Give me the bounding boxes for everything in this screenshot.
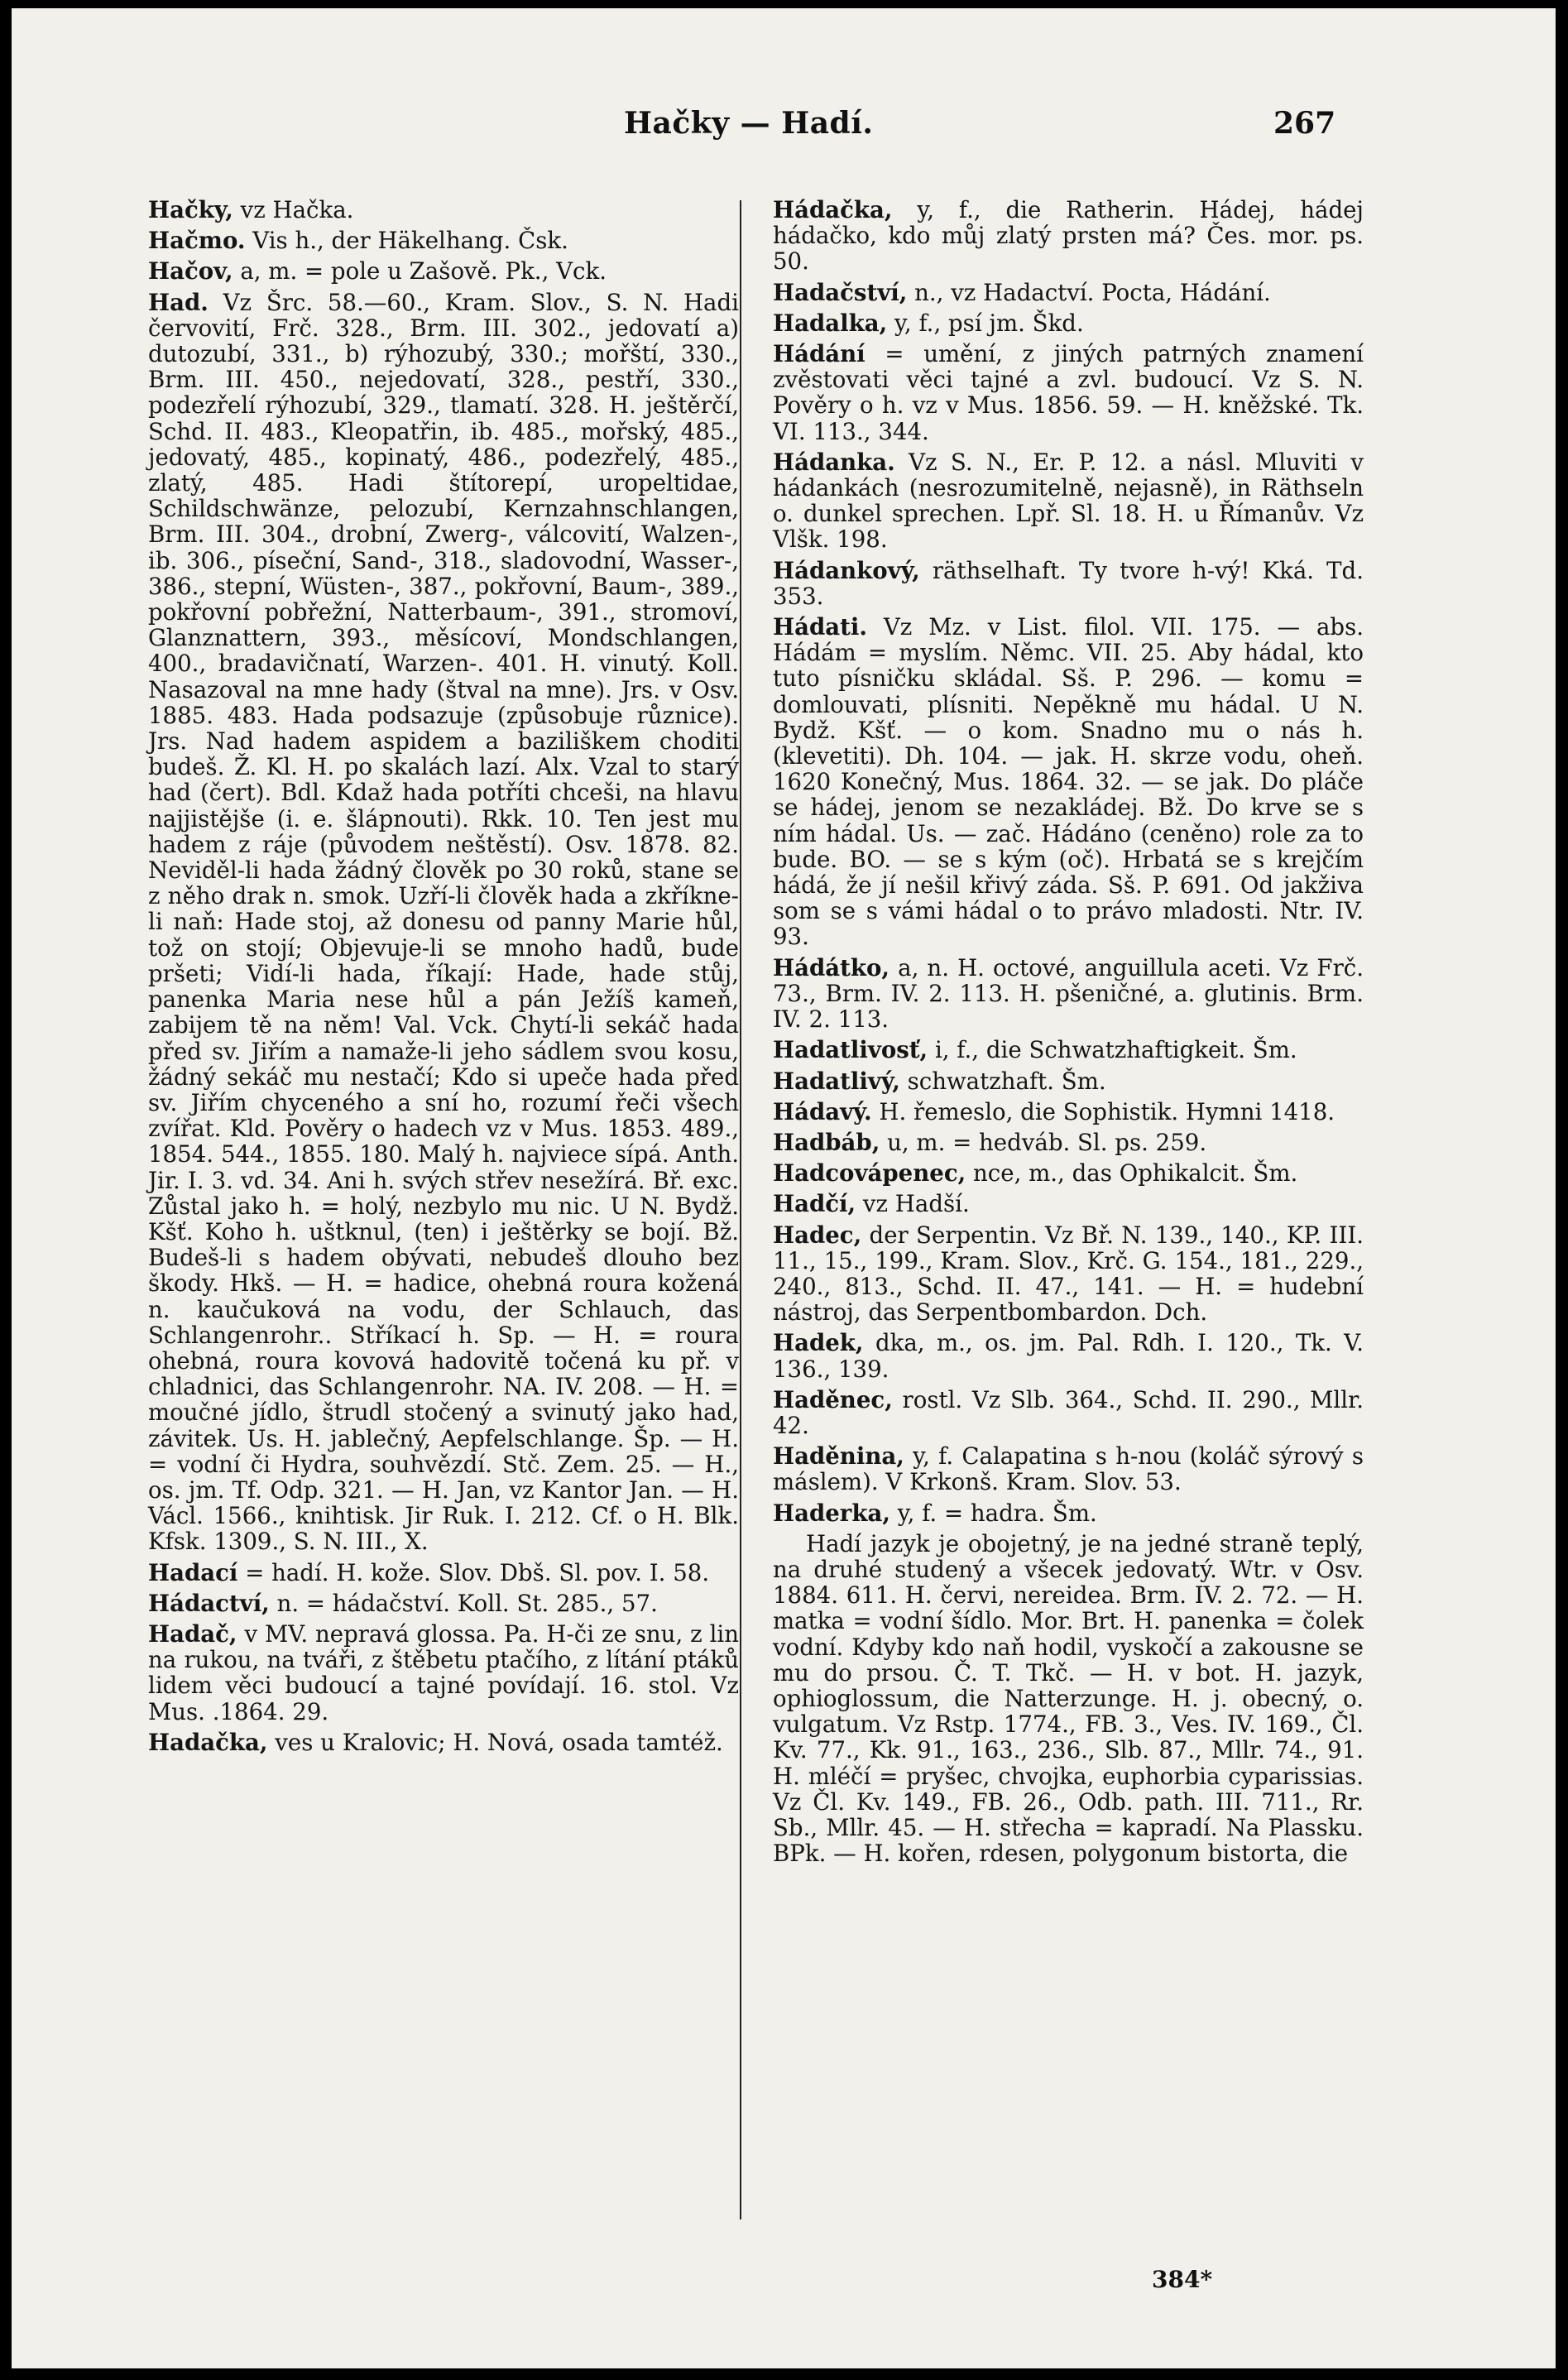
page-header xyxy=(12,106,1556,156)
dictionary-entry xyxy=(148,1621,739,1725)
entry-headword: Hadatlivosť, xyxy=(773,1036,928,1064)
dictionary-entry xyxy=(773,558,1364,609)
dictionary-entry xyxy=(773,310,1364,336)
entry-text: u, m. = hedváb. Sl. ps. 259. xyxy=(880,1128,1207,1156)
entry-text: a, m. = pole u Zašově. Pk., Vck. xyxy=(233,257,607,286)
entry-text: Hadí jazyk je obojetný, je na jedné straně teplý, na druhé studený a všecek jedovatý. Wtr. v Osv. 1884. 611. H. červi, nereidea. Brm. IV. 2. 72. — H. matka = vodní šídlo. Mor. Brt. H. panenka = čolek vodní. Kdyby kdo naň hodil, vyskočí a zakousne se mu do prsou. Č. T. Tkč. — H. v bot. H. jazyk, ophioglossum, die Natterzunge. H. j. obecný, o. vulgatum. Vz Rstp. 1774., FB. 3., Ves. IV. 169., Čl. Kv. 77., Kk. 91., 163., 236., Slb. 87., Mllr. 74., 91. H. mléčí = pryšec, chvojka, euphorbia cyparissias. Vz Čl. Kv. 149., FB. 26., Odb. path. III. 711., Rr. Sb., Mllr. 45. — H. střecha = kapradí. Na Plassku. BPk. — H. kořen, rdesen, polygonum bistorta, die xyxy=(773,1529,1364,1868)
entry-headword: Hadcovápenec, xyxy=(773,1159,966,1188)
dictionary-entry xyxy=(148,197,739,223)
dictionary-entry xyxy=(773,341,1364,444)
entry-text: y, f., die Ratherin. Hádej, hádej hádačko, kdo můj zlatý prsten má? Čes. mor. ps. 50. xyxy=(773,196,1364,276)
entry-headword: Haděnec, xyxy=(773,1385,893,1413)
entry-headword: Hádačka, xyxy=(773,196,893,223)
entry-text: Vis h., der Häkelhang. Čsk. xyxy=(245,227,568,255)
entry-headword: Hádavý. xyxy=(773,1097,872,1125)
entry-text: Vz S. N., Er. P. 12. a násl. Mluviti v hádankách (nesrozumitelně, nejasně), in Räthseln o. dunkel sprechen. Lpř. Sl. 18. H. u Římanův. Vz Vlšk. 198. xyxy=(773,448,1364,554)
entry-headword: Haderka, xyxy=(773,1499,890,1527)
entry-text: = hadí. H. kože. Slov. Dbš. Sl. pov. I. 58. xyxy=(237,1558,710,1586)
entry-text: der Serpentin. Vz Bř. N. 139., 140., KP. III. 11., 15., 199., Kram. Slov., Krč. G. 154., 181., 229., 240., 813., Schd. II. 47., 141. — H. = hudební nástroj, das Serpentbombardon. Dch. xyxy=(773,1221,1364,1327)
entry-headword: Hadbáb, xyxy=(773,1128,880,1156)
entry-headword: Hadec, xyxy=(773,1221,862,1249)
dictionary-page xyxy=(12,8,1556,2368)
dictionary-entry xyxy=(773,449,1364,553)
entry-headword: Hačky, xyxy=(148,196,233,223)
entry-headword: Hádankový, xyxy=(773,556,920,584)
dictionary-entry xyxy=(773,1531,1364,1867)
entry-text: ves u Kralovic; H. Nová, osada tamtéž. xyxy=(267,1728,723,1756)
entry-text: i, f., die Schwatzhaftigkeit. Šm. xyxy=(928,1036,1297,1064)
entry-headword: Hádati. xyxy=(773,613,867,641)
entry-headword: Hačov, xyxy=(148,257,233,286)
entry-headword: Hadatlivý, xyxy=(773,1067,900,1095)
entry-text: H. řemeslo, die Sophistik. Hymni 1418. xyxy=(871,1097,1335,1125)
entry-text: Vz Šrc. 58.—60., Kram. Slov., S. N. Hadi červovití, Frč. 328., Brm. III. 302., jedovatí a) dutozubí, 331., b) rýhozubý, 330.; mořští, 330., Brm. III. 450., nejedovatí, 328., pestří, 330., podezřelí rýhozubí, 329., tlamatí. 328. H. ještěrčí, Schd. II. 483., Kleopatřin, ib. 485., mořský, 485., jedovatý, 485., kopinatý, 486., podezřelý, 485., zlatý, 485. Hadi štítorepí, uropeltidae, Schildschwänze, pelozubí, Kernzahnschlangen, Brm. III. 304., drobní, Zwerg-, válcovití, Walzen-, ib. 306., píseční, Sand-, 318., sladovodní, Wasser-, 386., stepní, Wüsten-, 387., pokřovní, Baum-, 389., pokřovní pobřežní, Natterbaum-, 391., stromoví, Glanznattern, 393., měsícoví, Mondschlangen, 400., bradavičnatí, Warzen-. 401. H. vinutý. Koll. Nasazoval na mne hady (štval na mne). Jrs. v Osv. 1885. 483. Hada podsazuje (způsobuje různice). Jrs. Nad hadem aspidem a baziliškem choditi budeš. Ž. Kl. H. po skalách lazí. Alx. Vzal to starý had (čert). Bdl. Kdaž hada potříti chceši, na hlavu najjistějše (i. e. šlápnouti). Rkk. 10. Ten jest mu hadem z ráje (původem neštěstí). Osv. 1878. 82. Neviděl-li hada žádný člověk po 30 roků, stane se z něho drak n. smok. Uzří-li člověk hada a zkříkne-li naň: Hade stoj, až donesu od panny Marie hůl, tož on stojí; Objevuje-li se mnoho hadů, bude pršeti; Vidí-li hada, říkají: Hade, hade stůj, panenka Maria nese hůl a pán Ježíš kameň, zabijem tě na něm! Val. Vck. Chytí-li sekáč hada před sv. Jiřím a namaže-li jeho sádlem svou kosu, žádný sekáč mu nestačí; Kdo si upeče hada před sv. Jiřím chyceného a sní ho, rozumí řeči všech zvířat. Kld. Pověry o hadech vz v Mus. 1853. 489., 1854. 544., 1855. 180. Malý h. najviece sípá. Anth. Jir. I. 3. vd. 34. Ani h. svých střev nesežírá. Bř. exc. Zůstal jako h. = holý, nezbylo mu nic. U N. Bydž. Kšť. Koho h. uštknul, (ten) i ještěrky se bojí. Bž. Budeš-li s hadem obývati, nebudeš dlouho bez škody. Hkš. — H. = hadice, ohebná roura kožená n. kaučuková na vodu, der Schlauch, das Schlangenrohr.. Stříkací h. Sp. — H. = roura ohebná, roura kovová hadovitě točená ku př. v chladnici, das Schlangenrohr. NA. IV. 208. — H. = moučné jídlo, štrudl stočený a svinutý jako had, závitek. Us. H. jablečný, Aepfelschlange. Šp. — H. = vodní či Hydra, souhvězdí. Stč. Zem. 25. — H., os. jm. Tf. Odp. 321. — H. Jan, vz Kantor Jan. — H. Václ. 1566., knihtisk. Jir Ruk. I. 212. Cf. o H. Blk. Kfsk. 1309., S. N. III., X. xyxy=(148,288,739,1556)
dictionary-entry xyxy=(773,614,1364,950)
entry-headword: Hadčí, xyxy=(773,1190,856,1218)
entry-text: räthselhaft. Ty tvore h-vý! Kká. Td. 353. xyxy=(773,556,1364,610)
dictionary-entry xyxy=(773,1222,1364,1326)
dictionary-entry xyxy=(773,1443,1364,1495)
dictionary-entry xyxy=(148,1591,739,1616)
dictionary-entry xyxy=(148,1730,739,1755)
entry-text: dka, m., os. jm. Pal. Rdh. I. 120., Tk. V. 136., 139. xyxy=(773,1329,1364,1383)
entry-headword: Hadačství, xyxy=(773,278,908,306)
entry-text: y, f. Calapatina s h-nou (koláč sýrový s máslem). V Krkonš. Kram. Slov. 53. xyxy=(773,1442,1364,1496)
entry-headword: Hačmo. xyxy=(148,227,246,255)
entry-headword: Hadalka, xyxy=(773,309,888,337)
dictionary-entry xyxy=(148,228,739,253)
entry-headword: Hádátko, xyxy=(773,953,890,981)
entry-text: nce, m., das Ophikalcit. Šm. xyxy=(966,1159,1298,1188)
dictionary-entry xyxy=(773,1160,1364,1186)
entry-text: schwatzhaft. Šm. xyxy=(899,1067,1106,1095)
entry-text: y, f., psí jm. Škd. xyxy=(887,309,1084,337)
dictionary-entry xyxy=(773,1387,1364,1438)
dictionary-entry xyxy=(148,1560,739,1586)
entry-headword: Hádání xyxy=(773,340,866,368)
dictionary-entry xyxy=(773,1500,1364,1526)
dictionary-entry xyxy=(773,1191,1364,1216)
entry-headword: Hadací xyxy=(148,1558,238,1586)
entry-text: n. = hádačství. Koll. St. 285., 57. xyxy=(269,1589,658,1617)
dictionary-entry xyxy=(773,1037,1364,1063)
entry-text: rostl. Vz Slb. 364., Schd. II. 290., Mllr. 42. xyxy=(773,1385,1364,1439)
entry-headword: Had. xyxy=(148,288,209,316)
entry-headword: Hádanka. xyxy=(773,448,895,476)
right-column xyxy=(773,197,1364,1871)
dictionary-entry xyxy=(773,1130,1364,1155)
entry-text: v MV. nepravá glossa. Pa. H-či ze snu, z lin na rukou, na tváři, z štěbetu ptačího, z lítání ptáků lidem věci budoucí a tajné povídají. 16. stol. Vz Mus. .1864. 29. xyxy=(148,1619,739,1725)
dictionary-entry xyxy=(148,290,739,1555)
entry-text: vz Hačka. xyxy=(233,196,354,223)
entry-headword: Hadek, xyxy=(773,1329,864,1357)
running-head: Hačky — Hadí. xyxy=(624,106,874,141)
entry-headword: Haděnina, xyxy=(773,1442,904,1471)
dictionary-entry xyxy=(773,280,1364,305)
dictionary-entry xyxy=(773,197,1364,275)
page-number: 267 xyxy=(1273,106,1336,141)
dictionary-entry xyxy=(773,955,1364,1033)
entry-headword: Hadačka, xyxy=(148,1728,268,1756)
entry-text: y, f. = hadra. Šm. xyxy=(889,1499,1097,1527)
dictionary-entry xyxy=(773,1330,1364,1381)
left-column xyxy=(148,197,739,1760)
entry-headword: Hadač, xyxy=(148,1619,237,1648)
entry-text: a, n. H. octové, anguillula aceti. Vz Frč. 73., Brm. IV. 2. 113. H. pšeničné, a. glutinis. Brm. IV. 2. 113. xyxy=(773,953,1364,1034)
signature-mark: 384* xyxy=(1152,2266,1213,2293)
entry-headword: Hádactví, xyxy=(148,1589,270,1617)
entry-text: n., vz Hadactví. Pocta, Hádání. xyxy=(907,278,1271,306)
entry-text: Vz Mz. v List. filol. VII. 175. — abs. Hádám = myslím. Němc. VII. 25. Aby hádal, kto tuto písničku skládal. Sš. P. 296. — komu = domlouvati, plísniti. Nepěkně mu hádal. U N. Bydž. Kšť. — o kom. Snadno mu o nás h. (klevetiti). Dh. 104. — jak. H. skrze vodu, oheň. 1620 Konečný, Mus. 1864. 32. — se jak. Do pláče se hádej, jenom se nezakládej. Bž. Do krve se s ním hádal. Us. — zač. Hádáno (ceněno) role za to bude. BO. — se s kým (oč). Hrbatá se s krejčím hádá, že jí nešil křivý záda. Sš. P. 691. Od jakživa som se s vámi hádal o to právo mladosti. Ntr. IV. 93. xyxy=(773,613,1364,951)
dictionary-entry xyxy=(148,258,739,284)
entry-text: vz Hadší. xyxy=(856,1190,970,1218)
column-divider xyxy=(740,200,741,2219)
dictionary-entry xyxy=(773,1068,1364,1094)
dictionary-entry xyxy=(773,1099,1364,1125)
entry-text: = umění, z jiných patrných znamení zvěstovati věci tajné a zvl. budoucí. Vz S. N. Pověry o h. vz v Mus. 1856. 59. — H. kněžské. Tk. VI. 113., 344. xyxy=(773,340,1364,445)
